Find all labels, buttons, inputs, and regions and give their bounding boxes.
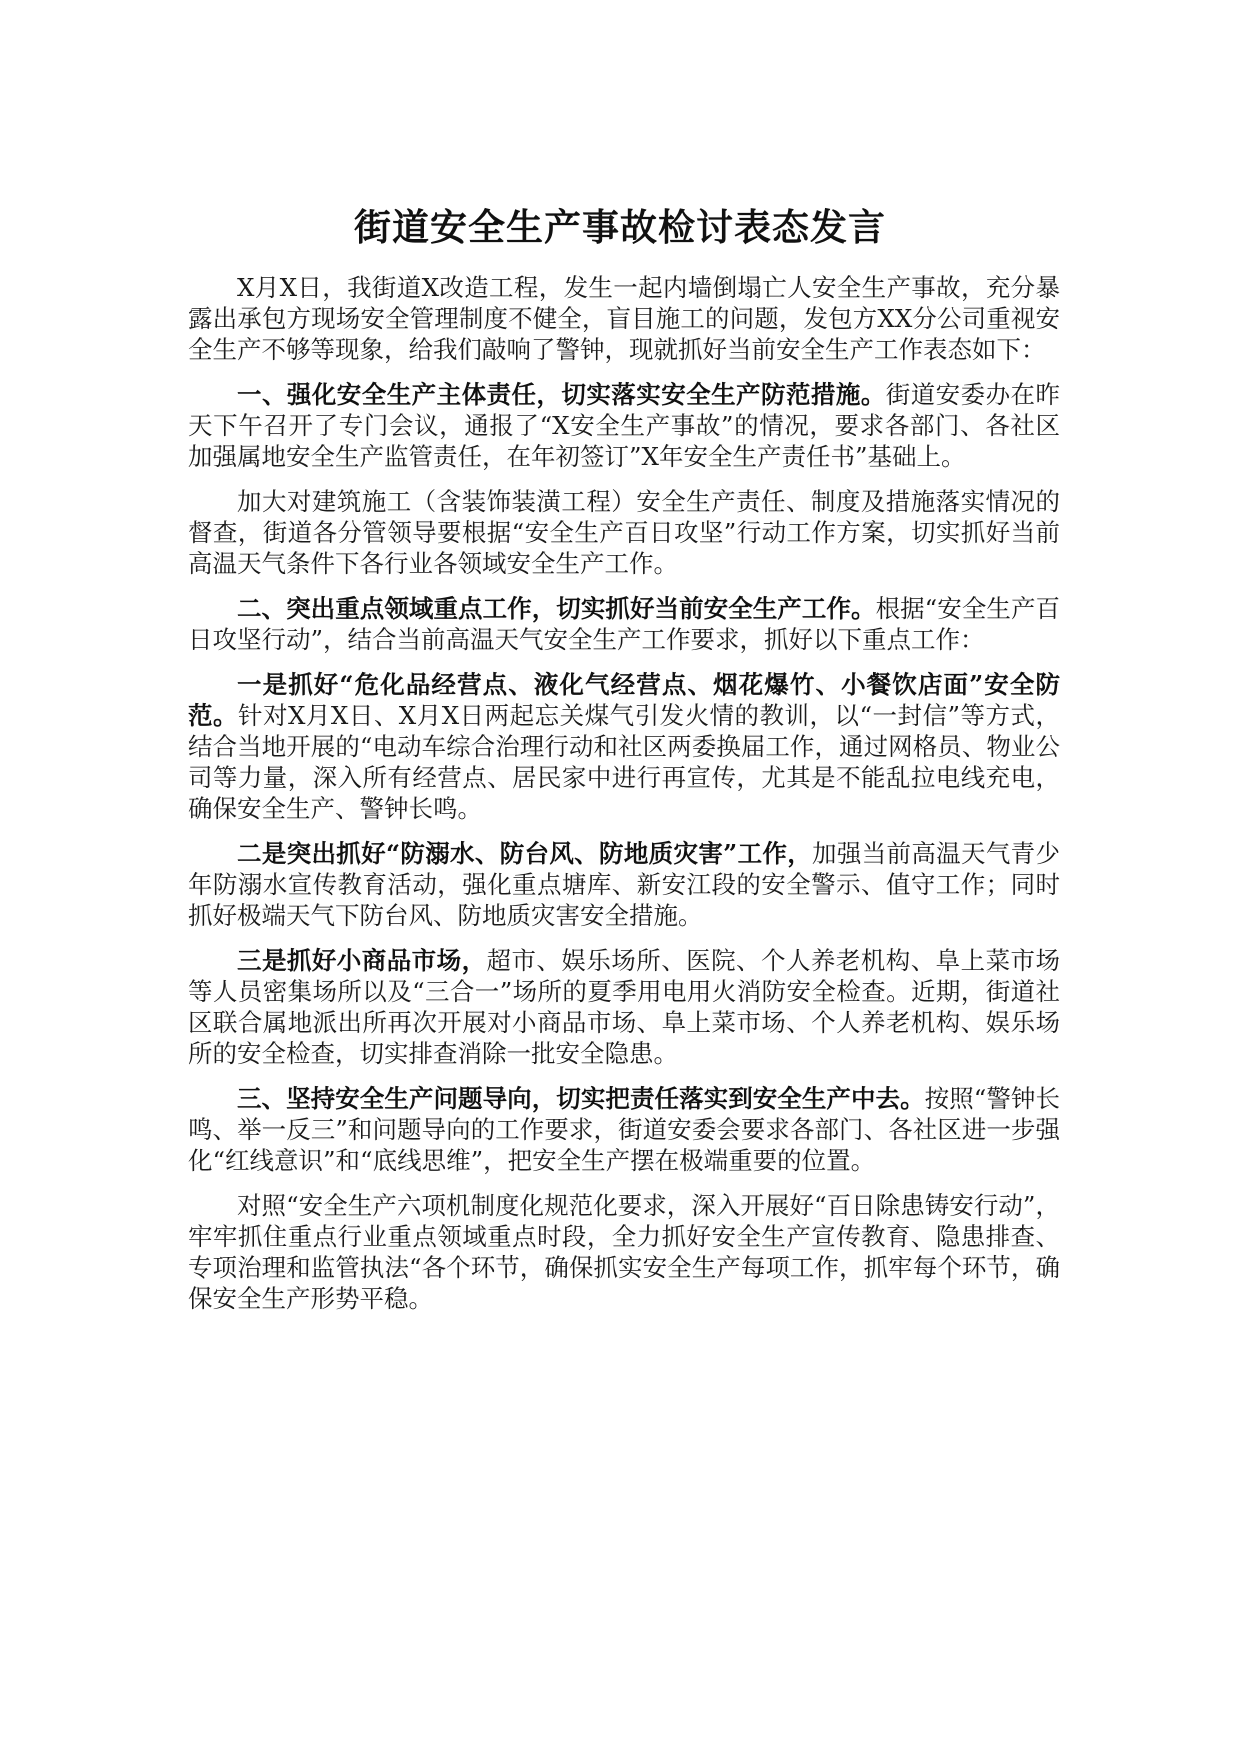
paragraph-6-lead: 二是突出抓好“防溺水、防台风、防地质灾害”工作， <box>237 839 813 868</box>
paragraph-4 <box>188 593 1060 655</box>
paragraph-4-lead: 二、突出重点领域重点工作，切实抓好当前安全生产工作。 <box>237 594 876 623</box>
paragraph-9 <box>188 1190 1060 1314</box>
paragraph-6 <box>188 838 1060 931</box>
paragraph-3-text: 加大对建筑施工（含装饰装潢工程）安全生产责任、制度及措施落实情况的督查，街道各分管领导要根据“安全生产百日攻坚”行动工作方案，切实抓好当前高温天气条件下各行业各领域安全生产工作。 <box>188 487 1060 578</box>
paragraph-3 <box>188 486 1060 579</box>
paragraph-8 <box>188 1083 1060 1176</box>
paragraph-5-lead: 一是抓好“危化品经营点、液化气经营点、烟花爆竹、小餐饮店面”安全防范。 <box>188 670 1060 730</box>
paragraph-9-text: 对照“安全生产六项机制度化规范化要求，深入开展好“百日除患铸安行动”，牢牢抓住重点行业重点领域重点时段，全力抓好安全生产宣传教育、隐患排查、专项治理和监管执法“各个环节，确保抓实安全生产每项工作，抓牢每个环节，确保安全生产形势平稳。 <box>188 1191 1060 1313</box>
paragraph-7 <box>188 945 1060 1069</box>
paragraph-5 <box>188 669 1060 824</box>
paragraph-2-text: 街道安委办在昨天下午召开了专门会议，通报了“X安全生产事故”的情况，要求各部门、各社区加强属地安全生产监管责任，在年初签订”X年安全生产责任书”基础上。 <box>188 380 1060 471</box>
paragraph-6-text: 加强当前高温天气青少年防溺水宣传教育活动，强化重点塘库、新安江段的安全警示、值守工作；同时抓好极端天气下防台风、防地质灾害安全措施。 <box>188 839 1060 930</box>
paragraph-5-text: 针对X月X日、X月X日两起忘关煤气引发火情的教训，以“一封信”等方式，结合当地开展的“电动车综合治理行动和社区两委换届工作，通过网格员、物业公司等力量，深入所有经营点、居民家中进行再宣传，尤其是不能乱拉电线充电，确保安全生产、警钟长鸣。 <box>188 701 1060 823</box>
paragraph-1-text: X月X日，我街道X改造工程，发生一起内墙倒塌亡人安全生产事故，充分暴露出承包方现场安全管理制度不健全，盲目施工的问题，发包方XX分公司重视安全生产不够等现象，给我们敲响了警钟，现就抓好当前安全生产工作表态如下： <box>188 273 1060 364</box>
paragraph-2 <box>188 379 1060 472</box>
paragraph-7-text: 超市、娱乐场所、医院、个人养老机构、阜上菜市场等人员密集场所以及“三合一”场所的夏季用电用火消防安全检查。近期，街道社区联合属地派出所再次开展对小商品市场、阜上菜市场、个人养老机构、娱乐场所的安全检查，切实排查消除一批安全隐患。 <box>188 946 1060 1068</box>
paragraph-8-lead: 三、坚持安全生产问题导向，切实把责任落实到安全生产中去。 <box>237 1084 925 1113</box>
document-title: 街道安全生产事故检讨表态发言 <box>354 206 886 249</box>
paragraph-2-lead: 一、强化安全生产主体责任，切实落实安全生产防范措施。 <box>237 380 886 409</box>
paragraph-8-text: 按照“警钟长鸣、举一反三”和问题导向的工作要求，街道安委会要求各部门、各社区进一步强化“红线意识”和“底线思维”，把安全生产摆在极端重要的位置。 <box>188 1084 1060 1175</box>
paragraph-4-text: 根据“安全生产百日攻坚行动”，结合当前高温天气安全生产工作要求，抓好以下重点工作： <box>188 594 1061 654</box>
paragraph-7-lead: 三是抓好小商品市场， <box>237 946 487 975</box>
document-body <box>188 272 1060 1328</box>
paragraph-1 <box>188 272 1060 365</box>
